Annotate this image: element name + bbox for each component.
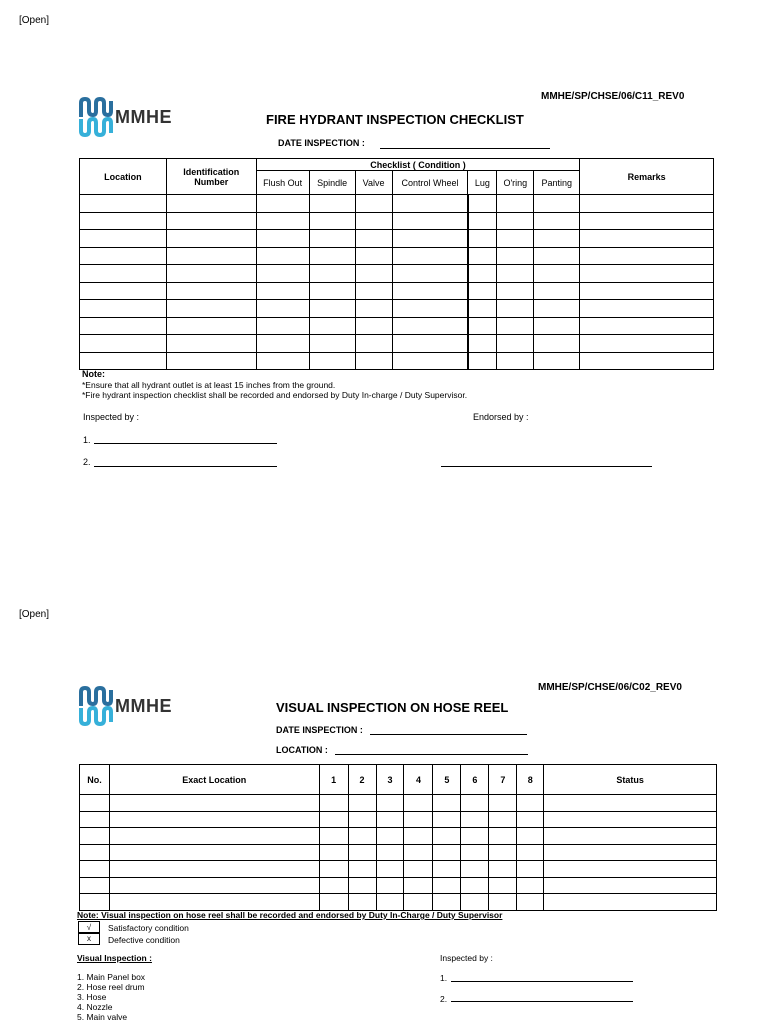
table-cell[interactable] (517, 894, 544, 911)
table-cell[interactable] (534, 265, 580, 283)
table-cell[interactable] (256, 230, 309, 248)
table-cell[interactable] (489, 828, 517, 845)
table-cell[interactable] (392, 212, 468, 230)
inspected-by-label-2: Inspected by : (440, 953, 493, 963)
table-cell[interactable] (489, 861, 517, 878)
table-cell[interactable] (580, 300, 714, 318)
table-cell[interactable] (348, 877, 376, 894)
table-cell[interactable] (319, 844, 348, 861)
table-cell[interactable] (376, 894, 404, 911)
table-cell[interactable] (80, 300, 167, 318)
table-cell[interactable] (580, 282, 714, 300)
table-cell[interactable] (256, 265, 309, 283)
col-control-wheel: Control Wheel (392, 171, 468, 195)
table-cell[interactable] (80, 795, 110, 812)
vi-item: 3. Hose (77, 992, 107, 1002)
table-cell[interactable] (497, 317, 534, 335)
table-cell[interactable] (355, 282, 392, 300)
hose-reel-note: Note: Visual inspection on hose reel shall be recorded and endorsed by Duty In-Charge / Duty Supervisor (77, 910, 503, 920)
table-cell[interactable] (256, 300, 309, 318)
inspected-by-label: Inspected by : (83, 412, 140, 422)
table-cell[interactable] (534, 195, 580, 213)
table-cell[interactable] (580, 195, 714, 213)
table-cell[interactable] (80, 352, 167, 370)
signature-1-field[interactable] (94, 443, 277, 444)
table-cell[interactable] (404, 894, 433, 911)
table-cell[interactable] (109, 877, 319, 894)
table-cell[interactable] (80, 230, 167, 248)
table-cell[interactable] (109, 844, 319, 861)
date-inspection-field-2[interactable] (370, 734, 527, 735)
table-cell[interactable] (497, 282, 534, 300)
table-cell[interactable] (517, 795, 544, 812)
signature-2-field-2[interactable] (451, 1001, 633, 1002)
table-cell[interactable] (468, 282, 497, 300)
table-cell[interactable] (355, 335, 392, 353)
vi-item: 1. Main Panel box (77, 972, 146, 982)
table-cell[interactable] (534, 335, 580, 353)
col-5: 5 (433, 765, 461, 795)
table-cell[interactable] (392, 282, 468, 300)
table-cell[interactable] (309, 195, 355, 213)
table-cell[interactable] (80, 335, 167, 353)
table-cell[interactable] (534, 247, 580, 265)
table-cell[interactable] (433, 877, 461, 894)
table-cell[interactable] (468, 212, 497, 230)
col-remarks: Remarks (580, 159, 714, 195)
satisfactory-label: Satisfactory condition (108, 923, 189, 933)
table-cell[interactable] (534, 230, 580, 248)
col-3: 3 (376, 765, 404, 795)
table-cell[interactable] (80, 195, 167, 213)
table-cell[interactable] (309, 230, 355, 248)
col-status: Status (544, 765, 717, 795)
table-cell[interactable] (319, 828, 348, 845)
table-cell[interactable] (489, 894, 517, 911)
table-cell[interactable] (580, 212, 714, 230)
table-row (80, 282, 714, 300)
location-label: LOCATION : (276, 745, 328, 755)
table-row (80, 877, 717, 894)
table-cell[interactable] (392, 247, 468, 265)
table-cell[interactable] (392, 317, 468, 335)
table-row (80, 317, 714, 335)
table-cell[interactable] (461, 795, 489, 812)
table-cell[interactable] (534, 352, 580, 370)
table-cell[interactable] (319, 894, 348, 911)
table-cell[interactable] (348, 861, 376, 878)
col-6: 6 (461, 765, 489, 795)
table-cell[interactable] (109, 795, 319, 812)
table-cell[interactable] (319, 877, 348, 894)
col-1: 1 (319, 765, 348, 795)
table-cell[interactable] (544, 844, 717, 861)
vi-item: 2. Hose reel drum (77, 982, 145, 992)
table-cell[interactable] (392, 352, 468, 370)
table-cell[interactable] (309, 212, 355, 230)
hydrant-table-body (80, 195, 714, 370)
table-cell[interactable] (392, 195, 468, 213)
table-cell[interactable] (544, 894, 717, 911)
table-cell[interactable] (497, 247, 534, 265)
table-cell[interactable] (433, 795, 461, 812)
table-cell[interactable] (404, 795, 433, 812)
table-cell[interactable] (80, 247, 167, 265)
brand-name-2: MMHE (115, 695, 172, 716)
form-code-2: MMHE/SP/CHSE/06/C02_REV0 (538, 682, 682, 693)
table-cell[interactable] (404, 844, 433, 861)
table-cell[interactable] (80, 265, 167, 283)
hose-reel-table (79, 764, 717, 911)
table-cell[interactable] (166, 247, 256, 265)
table-cell[interactable] (433, 811, 461, 828)
location-field[interactable] (335, 754, 528, 755)
table-cell[interactable] (109, 861, 319, 878)
table-cell[interactable] (580, 317, 714, 335)
table-cell[interactable] (461, 861, 489, 878)
table-row (80, 195, 714, 213)
col-location: Location (80, 159, 167, 195)
table-cell[interactable] (404, 811, 433, 828)
col-valve: Valve (355, 171, 392, 195)
table-cell[interactable] (544, 861, 717, 878)
hose-reel-header-row (80, 765, 717, 795)
table-cell[interactable] (580, 247, 714, 265)
company-logo-2 (79, 686, 172, 726)
table-cell[interactable] (319, 861, 348, 878)
table-row (80, 300, 714, 318)
endorsed-by-label: Endorsed by : (473, 412, 529, 422)
table-cell[interactable] (256, 317, 309, 335)
table-cell[interactable] (355, 195, 392, 213)
defective-symbol: x (78, 932, 100, 945)
signature-2-label: 2. (83, 457, 91, 467)
table-cell[interactable] (348, 844, 376, 861)
table-cell[interactable] (376, 811, 404, 828)
table-cell[interactable] (468, 265, 497, 283)
signature-1-field-2[interactable] (451, 981, 633, 982)
table-cell[interactable] (80, 861, 110, 878)
note-title: Note: (82, 369, 105, 379)
table-cell[interactable] (404, 877, 433, 894)
table-cell[interactable] (534, 282, 580, 300)
table-cell[interactable] (256, 335, 309, 353)
date-inspection-label: DATE INSPECTION : (278, 138, 365, 148)
table-row (80, 212, 714, 230)
table-cell[interactable] (80, 282, 167, 300)
table-cell[interactable] (580, 335, 714, 353)
table-cell[interactable] (376, 861, 404, 878)
table-cell[interactable] (256, 282, 309, 300)
table-row (80, 811, 717, 828)
open-label: [Open] (19, 15, 50, 26)
col-2: 2 (348, 765, 376, 795)
table-cell[interactable] (517, 811, 544, 828)
table-row (80, 894, 717, 911)
hose-reel-table-body (80, 795, 717, 911)
table-cell[interactable] (544, 795, 717, 812)
table-cell[interactable] (355, 265, 392, 283)
table-cell[interactable] (166, 317, 256, 335)
table-cell[interactable] (109, 828, 319, 845)
brand-name: MMHE (115, 106, 172, 127)
hydrant-table (79, 158, 714, 370)
table-cell[interactable] (376, 795, 404, 812)
col-identification: Identification Number (166, 159, 256, 195)
vi-item: 4. Nozzle (77, 1002, 113, 1012)
table-cell[interactable] (166, 352, 256, 370)
col-4: 4 (404, 765, 433, 795)
table-cell[interactable] (534, 317, 580, 335)
table-cell[interactable] (468, 300, 497, 318)
table-cell[interactable] (256, 195, 309, 213)
table-cell[interactable] (256, 352, 309, 370)
table-cell[interactable] (544, 828, 717, 845)
signature-1-label-2: 1. (440, 973, 448, 983)
table-cell[interactable] (433, 844, 461, 861)
table-cell[interactable] (433, 894, 461, 911)
table-cell[interactable] (80, 828, 110, 845)
table-cell[interactable] (497, 195, 534, 213)
note-line-2: *Fire hydrant inspection checklist shall be recorded and endorsed by Duty In-charge / Duty Supervisor. (82, 390, 468, 400)
table-row (80, 265, 714, 283)
table-cell[interactable] (392, 230, 468, 248)
table-cell[interactable] (468, 230, 497, 248)
table-cell[interactable] (580, 352, 714, 370)
table-cell[interactable] (497, 230, 534, 248)
table-cell[interactable] (256, 212, 309, 230)
company-logo (79, 97, 172, 137)
table-cell[interactable] (468, 195, 497, 213)
table-cell[interactable] (461, 811, 489, 828)
table-cell[interactable] (355, 300, 392, 318)
table-cell[interactable] (376, 844, 404, 861)
table-cell[interactable] (319, 795, 348, 812)
page-title-2: VISUAL INSPECTION ON HOSE REEL (276, 700, 509, 715)
table-cell[interactable] (580, 265, 714, 283)
table-cell[interactable] (80, 877, 110, 894)
table-cell[interactable] (544, 877, 717, 894)
table-cell[interactable] (80, 844, 110, 861)
page-title: FIRE HYDRANT INSPECTION CHECKLIST (266, 112, 524, 127)
date-inspection-field[interactable] (380, 148, 550, 149)
table-cell[interactable] (497, 265, 534, 283)
table-cell[interactable] (348, 894, 376, 911)
table-row (80, 861, 717, 878)
table-cell[interactable] (319, 811, 348, 828)
table-cell[interactable] (355, 212, 392, 230)
table-cell[interactable] (309, 282, 355, 300)
table-cell[interactable] (468, 335, 497, 353)
table-cell[interactable] (166, 335, 256, 353)
table-cell[interactable] (468, 352, 497, 370)
table-cell[interactable] (348, 795, 376, 812)
table-row (80, 230, 714, 248)
col-panting: Panting (534, 171, 580, 195)
table-cell[interactable] (461, 828, 489, 845)
table-cell[interactable] (489, 844, 517, 861)
date-inspection-label-2: DATE INSPECTION : (276, 725, 363, 735)
table-row (80, 828, 717, 845)
table-row (80, 795, 717, 812)
table-cell[interactable] (109, 894, 319, 911)
col-lug: Lug (468, 171, 497, 195)
table-cell[interactable] (461, 877, 489, 894)
table-cell[interactable] (80, 212, 167, 230)
endorsed-signature-field[interactable] (441, 466, 652, 467)
col-exact-location: Exact Location (109, 765, 319, 795)
table-cell[interactable] (309, 300, 355, 318)
col-spindle: Spindle (309, 171, 355, 195)
table-cell[interactable] (166, 282, 256, 300)
table-cell[interactable] (392, 300, 468, 318)
col-oring: O'ring (497, 171, 534, 195)
signature-2-label-2: 2. (440, 994, 448, 1004)
form-code: MMHE/SP/CHSE/06/C11_REV0 (541, 91, 685, 102)
col-8: 8 (517, 765, 544, 795)
table-row (80, 335, 714, 353)
table-cell[interactable] (355, 230, 392, 248)
table-cell[interactable] (534, 212, 580, 230)
table-cell[interactable] (497, 300, 534, 318)
table-cell[interactable] (348, 811, 376, 828)
table-cell[interactable] (376, 877, 404, 894)
table-cell[interactable] (256, 247, 309, 265)
col-no: No. (80, 765, 110, 795)
table-cell[interactable] (534, 300, 580, 318)
table-cell[interactable] (433, 861, 461, 878)
table-cell[interactable] (309, 352, 355, 370)
table-row (80, 352, 714, 370)
table-cell[interactable] (517, 861, 544, 878)
table-cell[interactable] (468, 317, 497, 335)
table-cell[interactable] (497, 352, 534, 370)
table-row (80, 844, 717, 861)
table-cell[interactable] (309, 265, 355, 283)
table-cell[interactable] (166, 265, 256, 283)
table-cell[interactable] (497, 335, 534, 353)
table-cell[interactable] (348, 828, 376, 845)
open-label-2: [Open] (19, 609, 50, 620)
table-cell[interactable] (461, 844, 489, 861)
visual-inspection-list (77, 972, 145, 1022)
table-cell[interactable] (544, 811, 717, 828)
table-cell[interactable] (489, 795, 517, 812)
col-flush-out: Flush Out (256, 171, 309, 195)
table-cell[interactable] (166, 195, 256, 213)
vi-item: 5. Main valve (77, 1012, 128, 1022)
signature-2-field[interactable] (94, 466, 277, 467)
note-line-1: *Ensure that all hydrant outlet is at least 15 inches from the ground. (82, 380, 336, 390)
table-cell[interactable] (497, 212, 534, 230)
signature-1-label: 1. (83, 435, 91, 445)
table-cell[interactable] (404, 828, 433, 845)
table-cell[interactable] (580, 230, 714, 248)
table-cell[interactable] (309, 335, 355, 353)
table-cell[interactable] (309, 247, 355, 265)
table-cell[interactable] (468, 247, 497, 265)
table-cell[interactable] (309, 317, 355, 335)
table-cell[interactable] (461, 894, 489, 911)
table-cell[interactable] (80, 811, 110, 828)
table-cell[interactable] (392, 335, 468, 353)
table-cell[interactable] (166, 300, 256, 318)
table-cell[interactable] (489, 877, 517, 894)
table-cell[interactable] (166, 230, 256, 248)
table-cell[interactable] (355, 317, 392, 335)
table-cell[interactable] (80, 317, 167, 335)
mmhe-logo-icon-2 (79, 686, 113, 726)
table-cell[interactable] (433, 828, 461, 845)
table-cell[interactable] (517, 877, 544, 894)
table-cell[interactable] (355, 352, 392, 370)
table-cell[interactable] (517, 828, 544, 845)
table-cell[interactable] (166, 212, 256, 230)
table-cell[interactable] (355, 247, 392, 265)
table-cell[interactable] (376, 828, 404, 845)
col-checklist: Checklist ( Condition ) (256, 159, 580, 171)
table-cell[interactable] (404, 861, 433, 878)
table-cell[interactable] (109, 811, 319, 828)
table-cell[interactable] (489, 811, 517, 828)
defective-label: Defective condition (108, 935, 180, 945)
table-cell[interactable] (80, 894, 110, 911)
table-cell[interactable] (392, 265, 468, 283)
table-cell[interactable] (517, 844, 544, 861)
col-7: 7 (489, 765, 517, 795)
satisfactory-symbol: √ (78, 921, 100, 934)
visual-inspection-title: Visual Inspection : (77, 953, 152, 963)
table-row (80, 247, 714, 265)
mmhe-logo-icon (79, 97, 113, 137)
